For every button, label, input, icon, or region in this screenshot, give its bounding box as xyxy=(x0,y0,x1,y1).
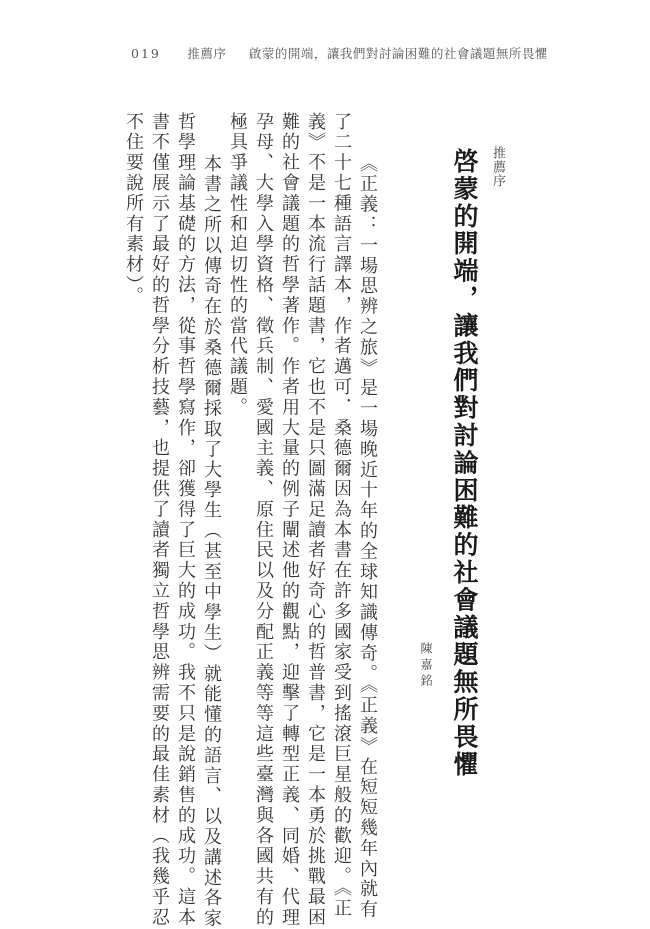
body-column-6: 極具爭議性和迫切性的當代議題。 xyxy=(227,112,248,418)
body-column-1: 《正義：一場思辨之旅》是一場晚近十年的全球知識傳奇。《正義》在短短幾年內就有 xyxy=(357,154,378,921)
running-header xyxy=(131,44,548,62)
body-column-4: 難的社會議題的哲學著作。作者用大量的例子闡述他的觀點，迎擊了轉型正義、同婚、代理 xyxy=(279,112,300,928)
body-column-2: 了二十七種語言譯本，作者邁可．桑德爾因為本書在許多國家受到搖滾巨星般的歡迎。《正 xyxy=(331,112,352,919)
body-column-8: 哲學理論基礎的方法，從事哲學寫作，卻獲得了巨大的成功。我不只是說銷售的成功。這本 xyxy=(175,112,196,928)
header-running-title: 啟蒙的開端，讓我們對討論困難的社會議題無所畏懼 xyxy=(248,46,548,61)
body-column-5: 孕母、大學入學資格、徵兵制、愛國主義、原住民以及分配正義等等這些臺灣與各國共有的 xyxy=(253,112,274,928)
header-section: 推薦序 xyxy=(187,46,227,61)
chapter-title: 啓蒙的開端，讓我們對討論困難的社會議題無所畏懼 xyxy=(450,148,479,779)
author-name: 陳嘉銘 xyxy=(419,642,433,690)
section-label: 推薦序 xyxy=(490,146,505,188)
body-column-3: 義》不是一本流行話題書，它也不是只圖滿足讀者好奇心的哲普書，它是一本勇於挑戰最困 xyxy=(305,112,326,928)
body-column-7: 本書之所以傳奇在於桑德爾採取了大學生（甚至中學生）就能懂的語言、以及講述各家 xyxy=(201,154,222,929)
body-column-9: 書不僅展示了最好的哲學分析技藝，也提供了讀者獨立哲學思辨需要的最佳素材（我幾乎忍 xyxy=(149,112,170,928)
body-column-10: 不住要說所有素材）。 xyxy=(123,112,144,307)
page-number: 019 xyxy=(131,46,161,61)
